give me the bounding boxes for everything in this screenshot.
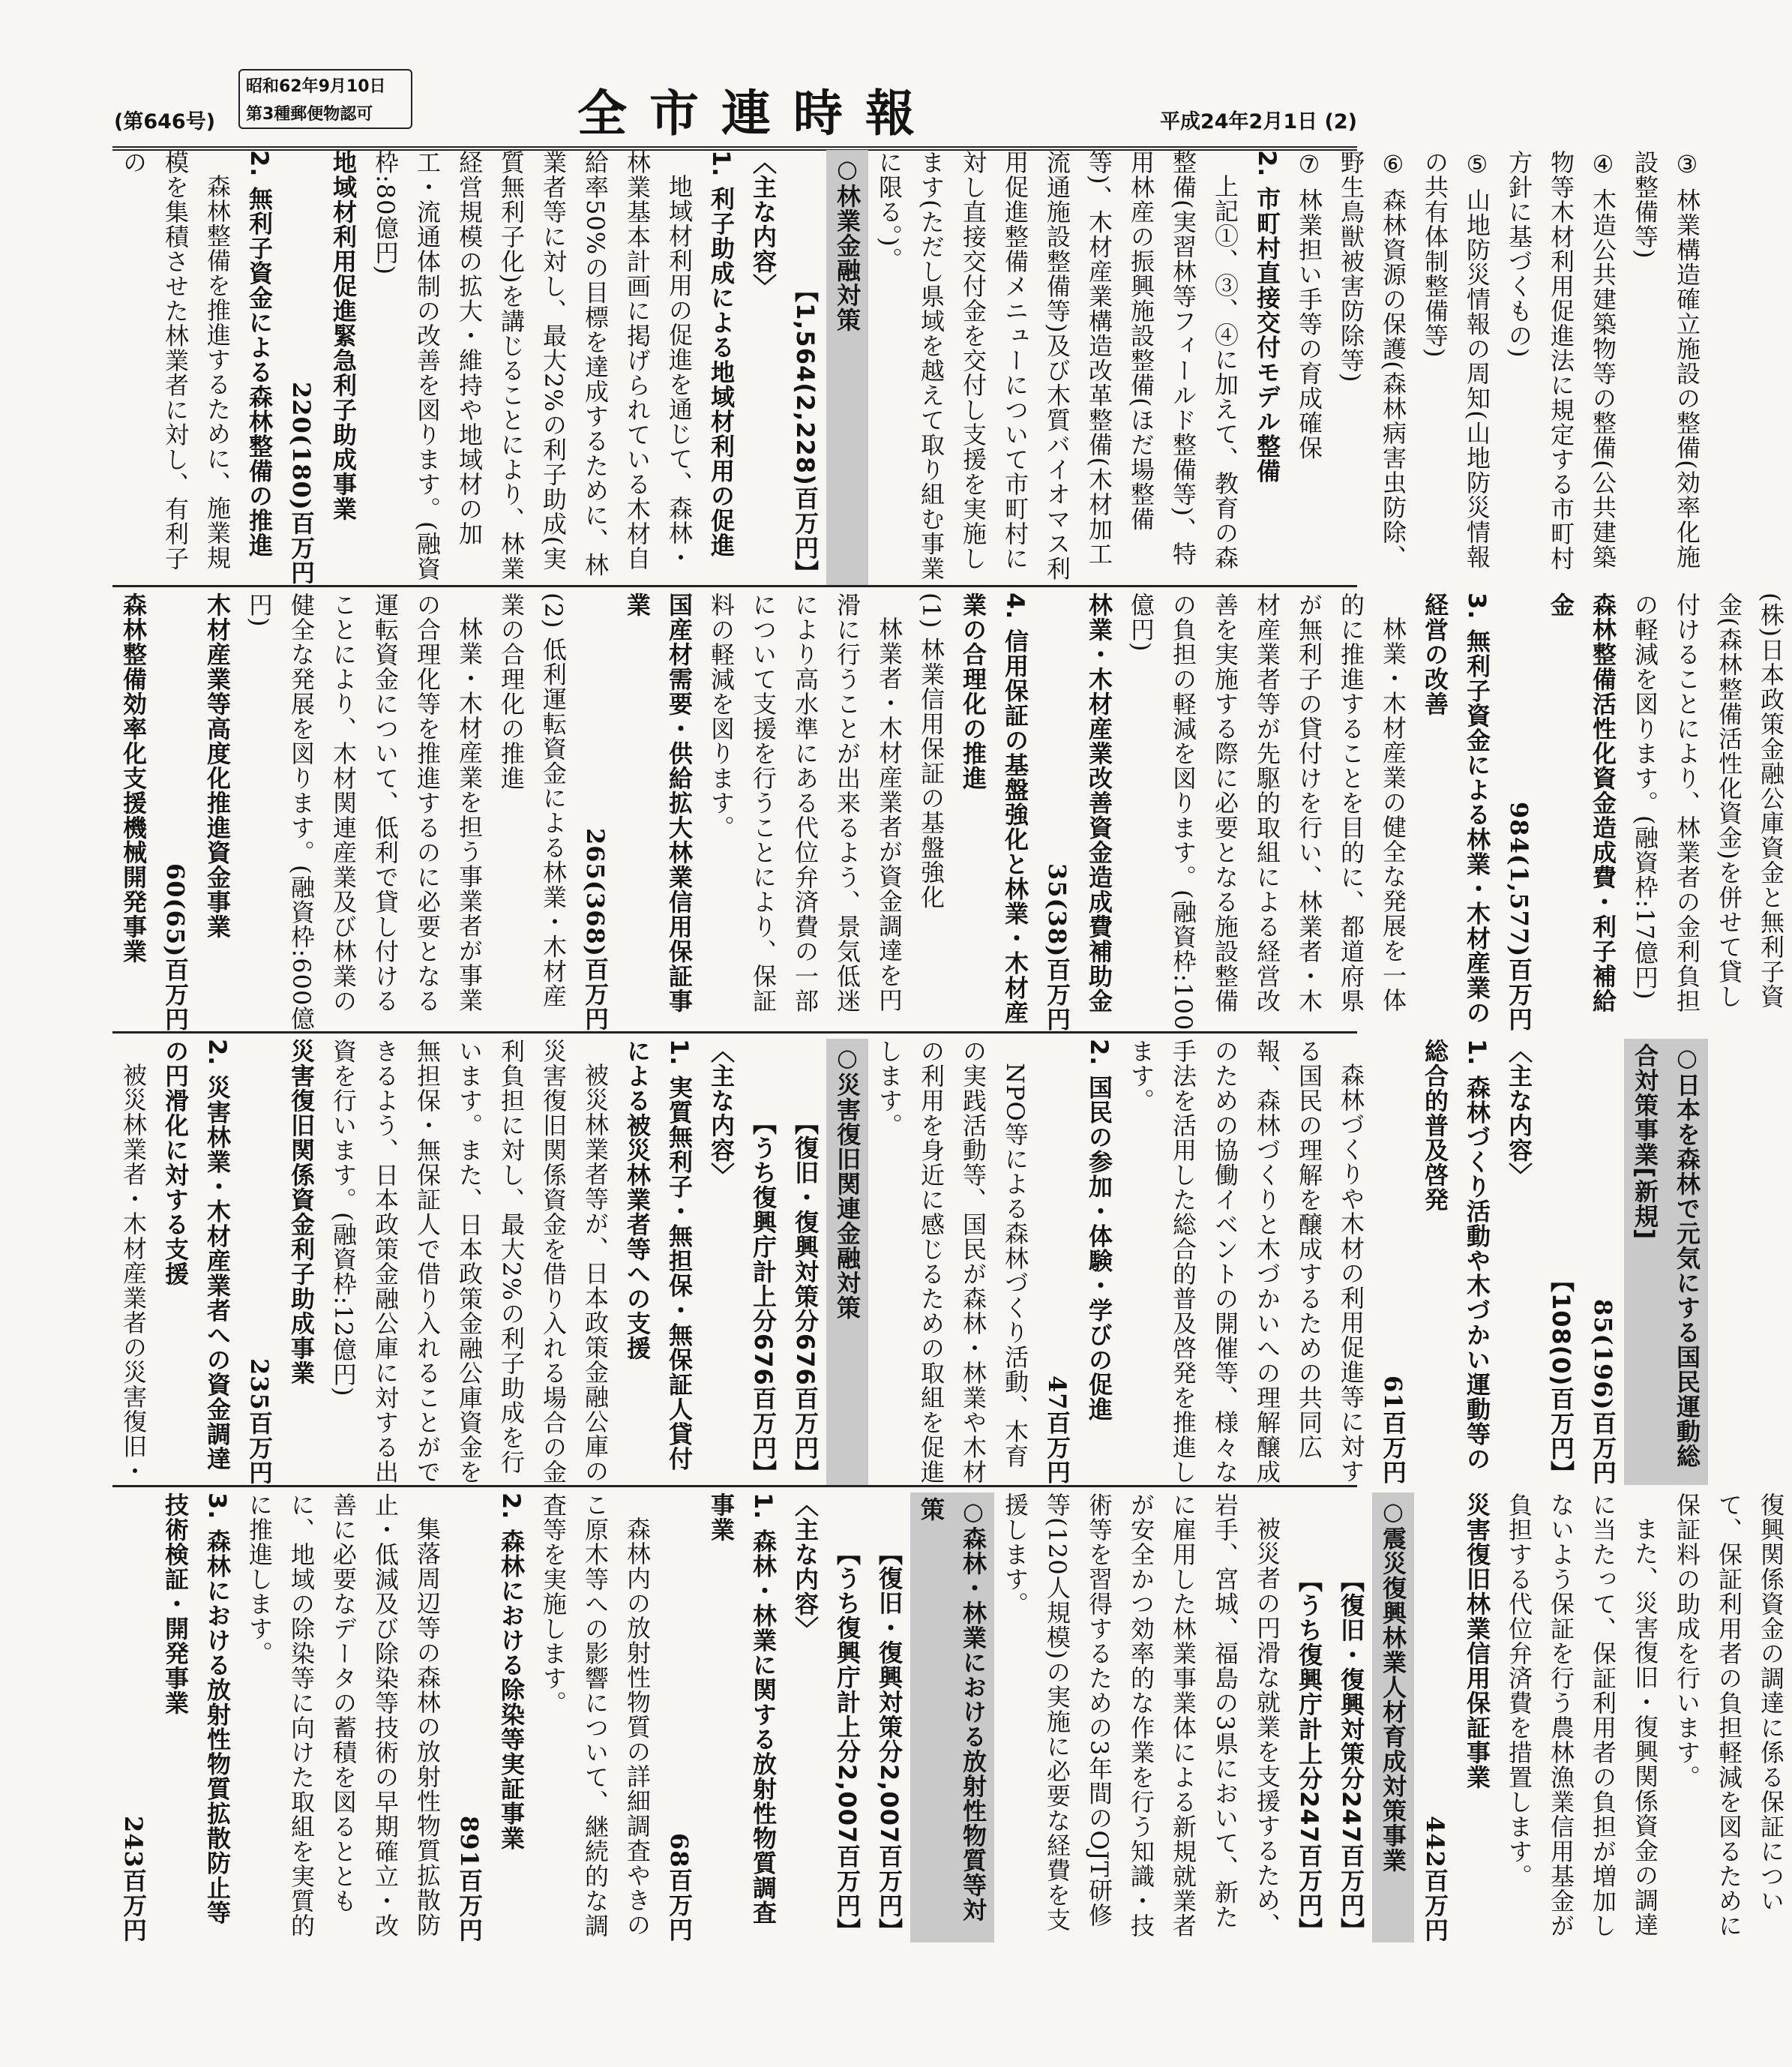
budget-amount: 61百万円 xyxy=(1379,1376,1407,1485)
budget-amount: 68百万円 xyxy=(665,1833,694,1942)
paragraph: 被災林業者・木材産業者の災害復旧・ xyxy=(119,1063,148,1484)
text-band-2 xyxy=(112,592,1785,1034)
budget-amount: 【108(0)百万円】 xyxy=(1547,1268,1575,1485)
paragraph: (1) 林業信用保証の基盤強化 xyxy=(917,592,945,910)
subheading: 2. 災害林業・木材産業者への資金調達の円滑化に対する支援 xyxy=(161,1039,232,1472)
subheading: 国産材需要・供給拡大林業信用保証事業 xyxy=(623,592,694,1013)
subheading: 1. 森林づくり活動や木づかい運動等の総合的普及啓発 xyxy=(1421,1039,1491,1472)
issue-number: (第646号) xyxy=(114,110,216,134)
subheading: 森林整備活性化資金造成費・利子補給金 xyxy=(1547,592,1617,1013)
budget-amount: 235百万円 xyxy=(245,1358,274,1485)
subheading: 〈主な内容〉 xyxy=(707,1039,736,1187)
subheading: 2. 無利子資金による森林整備の推進 xyxy=(245,150,274,558)
paragraph: (株)日本政策金融公庫資金と無利子資金(森林整備活性化資金)を併せて貸し付けることにより、林業者の金利負担の軽減を図ります。(融資枠:17億円) xyxy=(1631,592,1785,1013)
subheading: 災害復旧林業信用保証事業 xyxy=(1463,1492,1491,1790)
paragraph: ⑥ 森林資源の保護(森林病害虫防除、野生鳥獣被害防除等) xyxy=(1337,150,1407,569)
paragraph: (2) 低利運転資金による林業・木材産業の合理化の推進 xyxy=(497,592,568,1009)
paragraph: ③ 林業構造確立施設の整備(効率化施設整備等) xyxy=(1631,150,1701,569)
subheading: 木材産業等高度化推進資金事業 xyxy=(203,592,232,939)
paragraph: 林業・木材産業を担う事業者が事業の合理化等を推進するのに必要となる運転資金について、低利で貸し付けることにより、木材関連産業及び林業の健全な発展を図ります。(融資枠:600億円) xyxy=(245,592,484,1031)
subheading: 3. 無利子資金による林業・木材産業の経営の改善 xyxy=(1421,592,1491,1025)
section-heading: ○森林・林業における放射性物質等対策 xyxy=(910,1492,994,1942)
budget-amount: 891百万円 xyxy=(455,1816,484,1942)
paragraph: 森林整備を推進するために、施業規模を集積させた林業者に対し、有利子の xyxy=(119,150,232,571)
subheading: 2. 森林における除染等実証事業 xyxy=(497,1492,526,1851)
budget-amount: 【1,564(2,228)百万円】 xyxy=(791,278,820,585)
section-heading: ○日本を森林で元気にする国民運動総合対策事業[新規] xyxy=(1624,1039,1708,1485)
paragraph: 復興関係資金の調達に係る保証について、保証利用者の負担軽減を図るために保証料の助成を行います。 xyxy=(1673,1492,1785,1938)
vertical-text-column xyxy=(112,1039,1708,1485)
budget-amount: 【うち復興庁計上分2,007百万円】 xyxy=(833,1540,862,1942)
subheading: 〈主な内容〉 xyxy=(749,150,778,298)
newspaper-title: 全市連時報 xyxy=(577,85,937,142)
budget-amount: 220(180)百万円 xyxy=(287,382,316,585)
budget-amount: 【復旧・復興対策分247百万円】 xyxy=(1337,1568,1365,1942)
subheading: 2. 国民の参加・体験・学びの促進 xyxy=(1085,1039,1113,1422)
subheading: 1. 森林・林業に関する放射性物質調査事業 xyxy=(707,1492,778,1925)
paragraph: 被災林業者等が、日本政策金融公庫の災害復旧関係資金を借り入れる場合の金利負担に対し、最大2%の利子助成を行います。また、日本政策金融公庫資金を無担保・無保証人で借り入れることができるよう、日本政策金融公庫に対する出資を行います。(融資枠:12億円) xyxy=(329,1039,610,1484)
budget-amount: 984(1,577)百万円 xyxy=(1505,801,1533,1031)
subheading: 〈主な内容〉 xyxy=(791,1492,820,1641)
text-band-1 xyxy=(112,150,1701,587)
budget-amount: 【復旧・復興対策分2,007百万円】 xyxy=(875,1540,903,1942)
subheading: 地域材利用促進緊急利子助成事業 xyxy=(329,150,358,521)
budget-amount: 85(196)百万円 xyxy=(1589,1299,1617,1485)
paragraph: NPO等による森林づくり活動、木育の実践活動等、国民が森林・林業や木材の利用を身近に感じるための取組を促進します。 xyxy=(875,1039,1029,1484)
permit-class: 第3種郵便物認可 xyxy=(246,105,373,124)
budget-amount: 265(368)百万円 xyxy=(581,828,610,1031)
paragraph: 集落周辺等の森林の放射性物質拡散防止・低減及び除染等技術の早期確立・改善に必要なデータの蓄積を図るとともに、地域の除染等に向けた取組を実質的に推進します。 xyxy=(245,1492,442,1938)
postal-permit-box xyxy=(238,69,412,129)
paragraph: ⑦ 林業担い手等の育成確保 xyxy=(1295,150,1323,460)
vertical-text-column xyxy=(112,592,1792,1031)
budget-amount: 442百万円 xyxy=(1421,1816,1449,1942)
budget-amount: 47百万円 xyxy=(1043,1376,1071,1485)
budget-amount: 35(38)百万円 xyxy=(1043,862,1071,1031)
budget-amount: 【うち復興庁計上分676百万円】 xyxy=(749,1111,778,1485)
subheading: 森林整備効率化支援機械開発事業 xyxy=(119,592,148,964)
subheading: 〈主な内容〉 xyxy=(1505,1039,1533,1187)
masthead xyxy=(112,60,1357,151)
paragraph: ⑤ 山地防災情報の周知(山地防災情報の共有体制整備等) xyxy=(1421,150,1491,569)
section-heading: ○災害復旧関連金融対策 xyxy=(826,1039,868,1485)
paragraph: 被災者の円滑な就業を支援するため、岩手、宮城、福島の3県において、新たに雇用した林業事業体による新規就業者が安全かつ効率的な作業を行う知識・技術等を習得するための3年間のOJT研修等(120人規模)の実施に必要な経費を支援します。 xyxy=(1001,1492,1281,1938)
budget-amount: 243百万円 xyxy=(119,1816,148,1942)
vertical-text-column xyxy=(112,1492,1792,1942)
vertical-text-column xyxy=(112,150,1708,585)
paragraph: また、災害復旧・復興関係資金の調達に当たって、保証利用者の負担が増加しないよう保証を行う農林漁業信用基金が負担する代位弁済費を措置します。 xyxy=(1505,1492,1659,1938)
subheading: 災害復旧関係資金利子助成事業 xyxy=(287,1039,316,1385)
issue-date: 平成24年2月1日 (2) xyxy=(1159,110,1357,134)
paragraph: 林業者・木材産業者が資金調達を円滑に行うことが出来るよう、景気低迷により高水準にある代位弁済費の一部について支援を行うことにより、保証料の軽減を図ります。 xyxy=(707,592,903,1013)
subheading: 1. 実質無利子・無担保・無保証人貸付による被災林業者等への支援 xyxy=(623,1039,694,1472)
subheading: 3. 森林における放射性物質拡散防止等技術検証・開発事業 xyxy=(161,1492,232,1925)
subheading: 2. 市町村直接交付モデル整備 xyxy=(1253,150,1281,484)
subheading: 4. 信用保証の基盤強化と林業・木材産業の合理化の推進 xyxy=(959,592,1029,1025)
paragraph: 地域材利用の促進を通じて、森林・林業基本計画に掲げられている木材自給率50%の目標を達成するために、林業者等に対し、最大2%の利子助成(実質無利子化)を講じることにより、林業経営規模の拡大・維持や地域材の加工・流通体制の改善を図ります。(融資枠:80億円) xyxy=(371,150,694,581)
section-heading: ○林業金融対策 xyxy=(826,150,868,585)
text-band-3 xyxy=(112,1039,1701,1487)
paragraph: 林業・木材産業の健全な発展を一体的に推進することを目的に、都道府県が無利子の貸付けを行い、林業者・木材産業者等が先駆的取組による経営改善を実施する際に必要となる施設整備の負担の軽減を図ります。(融資枠:100億円) xyxy=(1127,592,1407,1031)
budget-amount: 【復旧・復興対策分676百万円】 xyxy=(791,1111,820,1485)
budget-amount: 60(65)百万円 xyxy=(161,862,190,1031)
paragraph: 森林内の放射性物質の詳細調査やきのこ原木等への影響について、継続的な調査等を実施します。 xyxy=(539,1492,652,1938)
permit-date: 昭和62年9月10日 xyxy=(246,77,386,96)
text-band-4 xyxy=(112,1492,1785,1942)
paragraph: ④ 木造公共建築物等の整備(公共建築物等木材利用促進法に規定する市町村方針に基づくもの) xyxy=(1505,150,1617,571)
paragraph: 森林づくりや木材の利用促進等に対する国民の理解を醸成するための共同広報、森林づくりと木づかいへの理解醸成のための協働イベントの開催等、様々な手法を活用した総合的普及啓発を推進します。 xyxy=(1127,1039,1365,1484)
paragraph: 上記①、③、④に加えて、教育の森整備(実習林等フィールド整備等)、特用林産の振興施設整備(ほだ場整備等)、木材産業構造改革整備(木材加工流通施設整備等)及び木質バイオマス利用促進整備メニューについて市町村に対し直接交付金を交付し支援を実施します(ただし県域を越えて取り組む事業に限る。)。 xyxy=(875,150,1239,581)
budget-amount: 【うち復興庁計上分247百万円】 xyxy=(1295,1568,1323,1942)
section-heading: ○震災復興林業人材育成対策事業 xyxy=(1372,1492,1414,1942)
subheading: 1. 利子助成による地域材利用の促進 xyxy=(707,150,736,558)
subheading: 林業・木材産業改善資金造成費補助金 xyxy=(1085,592,1113,1013)
